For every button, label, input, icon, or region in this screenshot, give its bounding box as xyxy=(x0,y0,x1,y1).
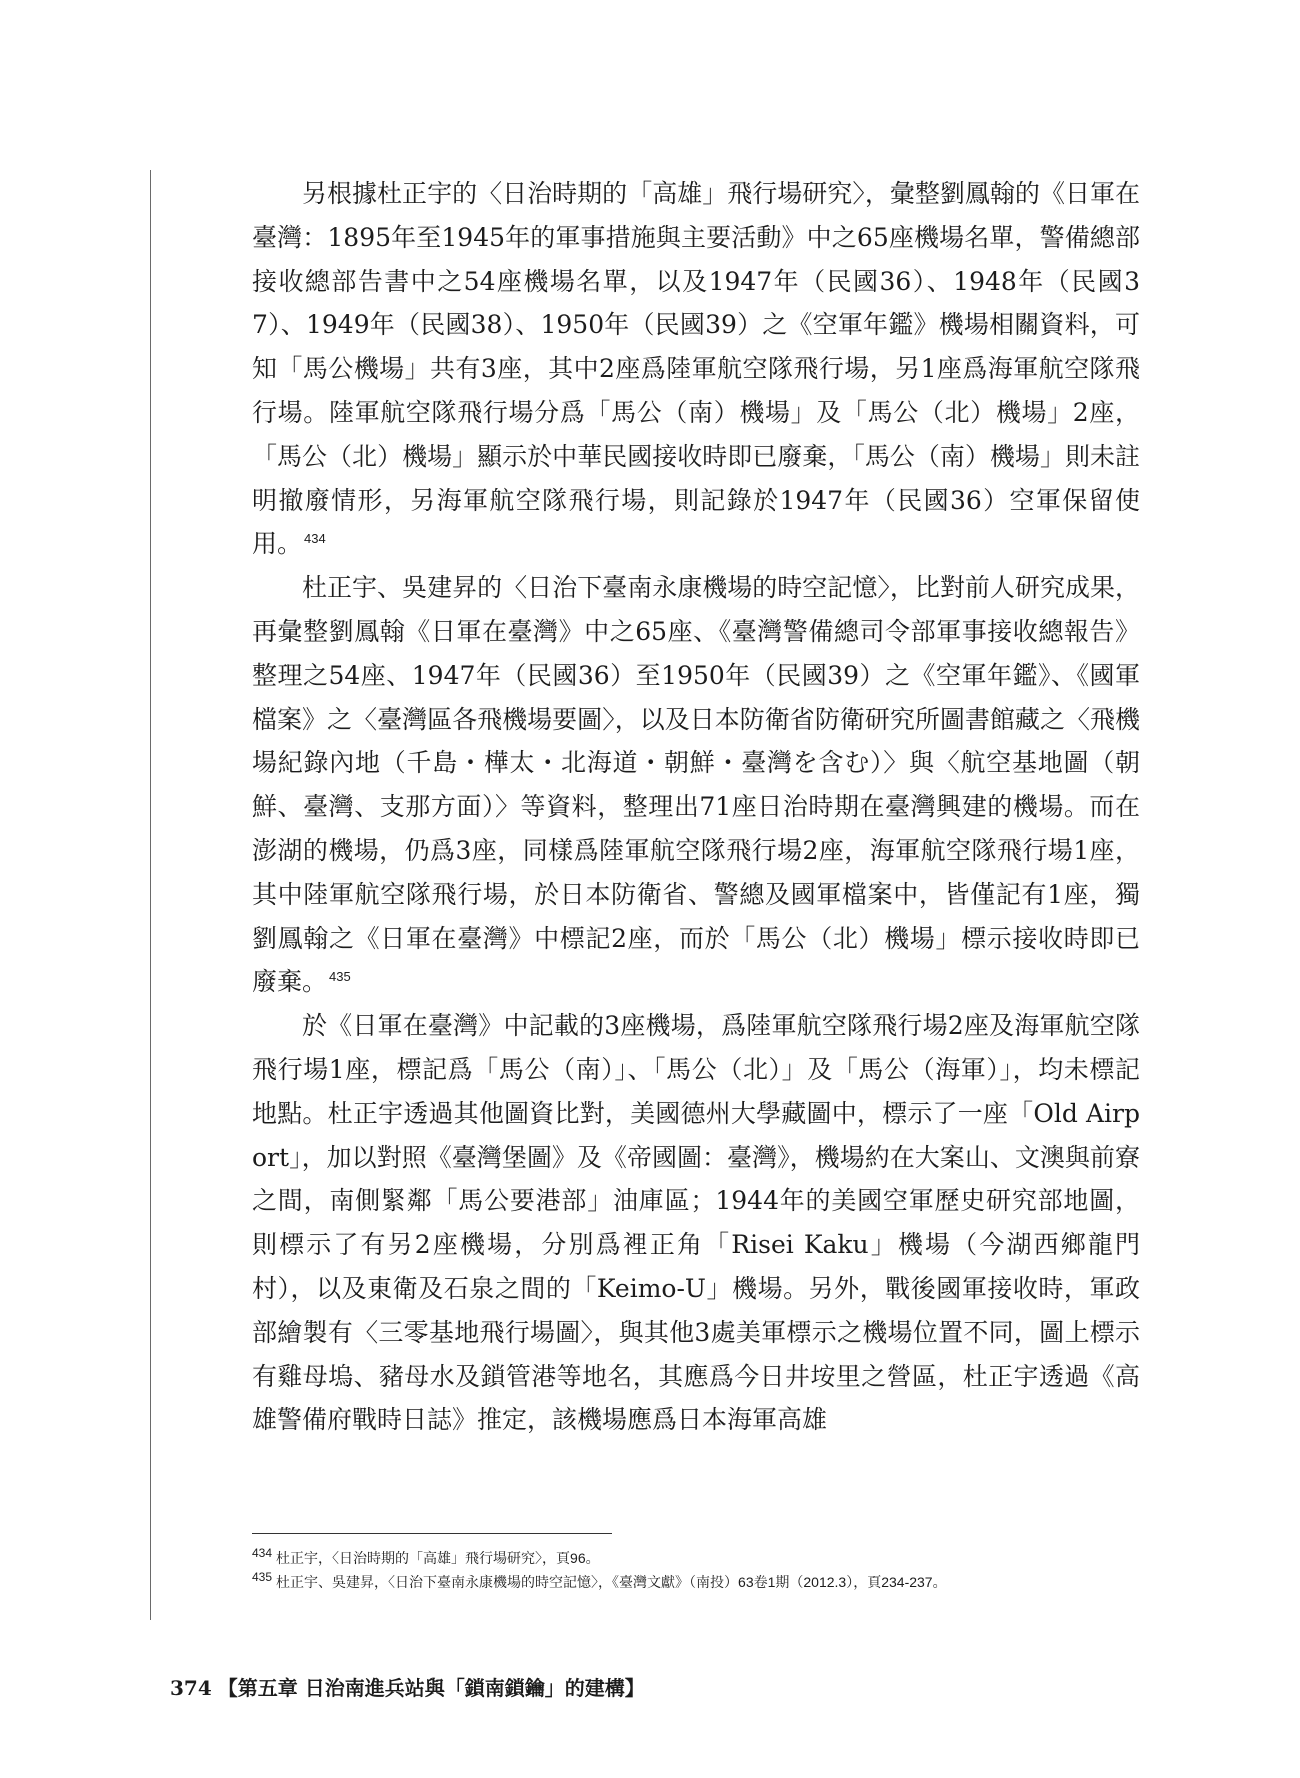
paragraph-3 xyxy=(252,1004,1140,1442)
main-text xyxy=(252,172,1140,1442)
footnote-number: 435 xyxy=(252,1570,273,1585)
paragraph-1-text: 另根據杜正宇的〈日治時期的「高雄」飛行場研究〉，彙整劉鳳翰的《日軍在臺灣：1895年至1945年的軍事措施與主要活動》中之65座機場名單，警備總部接收總部告書中之54座機場名單，以及1947年（民國36）、1948年（民國37）、1949年（民國38）、1950年（民國39）之《空軍年鑑》機場相關資料，可知「馬公機場」共有3座，其中2座爲陸軍航空隊飛行場，另1座爲海軍航空隊飛行場。陸軍航空隊飛行場分爲「馬公（南）機場」及「馬公（北）機場」2座，「馬公（北）機場」顯示於中華民國接收時即已廢棄，「馬公（南）機場」則未註明撤廢情形，另海軍航空隊飛行場，則記錄於1947年（民國36）空軍保留使用。 xyxy=(252,179,1140,559)
footnote-divider xyxy=(252,1533,612,1534)
footnote-text: 杜正宇、吳建昇，〈日治下臺南永康機場的時空記憶〉，《臺灣文獻》（南投）63卷1期（2012.3），頁234-237。 xyxy=(276,1574,947,1590)
paragraph-2-text: 杜正宇、吳建昇的〈日治下臺南永康機場的時空記憶〉，比對前人研究成果，再彙整劉鳳翰《日軍在臺灣》中之65座、《臺灣警備總司令部軍事接收總報告》整理之54座、1947年（民國36）至1950年（民國39）之《空軍年鑑》、《國軍檔案》之〈臺灣區各飛機場要圖〉，以及日本防衛省防衛研究所圖書館藏之〈飛機場紀錄內地（千島・樺太・北海道・朝鮮・臺灣を含む）〉與〈航空基地圖（朝鮮、臺灣、支那方面）〉等資料，整理出71座日治時期在臺灣興建的機場。而在澎湖的機場，仍爲3座，同樣爲陸軍航空隊飛行場2座，海軍航空隊飛行場1座，其中陸軍航空隊飛行場，於日本防衛省、警總及國軍檔案中，皆僅記有1座，獨劉鳳翰之《日軍在臺灣》中標記2座，而於「馬公（北）機場」標示接收時即已廢棄。 xyxy=(252,573,1140,997)
running-chapter-title: 【第五章 日治南進兵站與「鎖南鎖鑰」的建構】 xyxy=(217,1676,645,1700)
footnote-ref-435[interactable]: 435 xyxy=(329,969,351,985)
footnotes xyxy=(252,1546,1152,1594)
footnote-435 xyxy=(252,1570,1152,1594)
margin-rule xyxy=(150,170,151,1620)
paragraph-1 xyxy=(252,172,1140,566)
footnote-434 xyxy=(252,1546,1152,1570)
footnote-ref-434[interactable]: 434 xyxy=(304,531,326,547)
page-footer xyxy=(170,1672,645,1701)
footnote-number: 434 xyxy=(252,1546,273,1561)
paragraph-3-text: 於《日軍在臺灣》中記載的3座機場，爲陸軍航空隊飛行場2座及海軍航空隊飛行場1座，標記爲「馬公（南）」、「馬公（北）」及「馬公（海軍）」，均未標記地點。杜正宇透過其他圖資比對，美國德州大學藏圖中，標示了一座「Old Airport」，加以對照《臺灣堡圖》及《帝國圖：臺灣》，機場約在大案山、文澳與前寮之間，南側緊鄰「馬公要港部」油庫區；1944年的美國空軍歷史研究部地圖，則標示了有另2座機場，分別爲裡正角「Risei Kaku」機場（今湖西鄉龍門村），以及東衛及石泉之間的「Keimo-U」機場。另外，戰後國軍接收時，軍政部繪製有〈三零基地飛行場圖〉，與其他3處美軍標示之機場位置不同，圖上標示有雞母塢、豬母水及鎖管港等地名，其應爲今日井垵里之營區，杜正宇透過《高雄警備府戰時日誌》推定，該機場應爲日本海軍高雄 xyxy=(252,1011,1140,1435)
page-number: 374 xyxy=(170,1676,212,1700)
footnote-text: 杜正宇，〈日治時期的「高雄」飛行場研究〉，頁96。 xyxy=(276,1550,600,1566)
paragraph-2 xyxy=(252,566,1140,1004)
